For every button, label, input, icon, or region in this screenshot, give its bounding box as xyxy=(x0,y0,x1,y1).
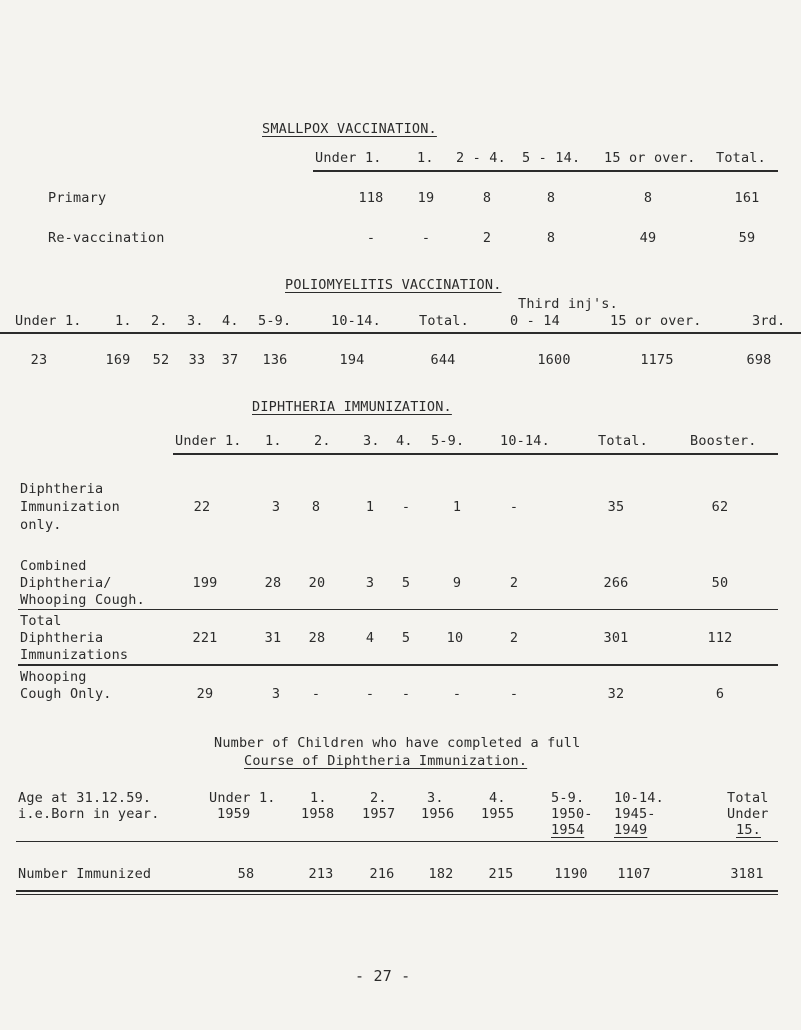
col-4: 4. xyxy=(489,790,506,806)
cell: 23 xyxy=(30,352,48,368)
row-label: Diphtheria/ xyxy=(20,575,112,591)
cell: 169 xyxy=(105,352,131,368)
smallpox-header-2-4: 2 - 4. xyxy=(456,150,506,166)
col-5-9: 5-9. xyxy=(551,790,585,806)
cell: 32 xyxy=(607,686,625,702)
cell: 49 xyxy=(639,230,657,246)
cell: 52 xyxy=(152,352,170,368)
full-course-bottom-rule xyxy=(16,890,778,892)
polio-header-1: 1. xyxy=(115,313,132,329)
smallpox-header-total: Total. xyxy=(716,150,766,166)
row-label: Immunization xyxy=(20,499,120,515)
cell: 35 xyxy=(607,499,625,515)
col-1: 1. xyxy=(310,790,327,806)
row-label: Primary xyxy=(48,190,107,206)
col-5-9-years: 1950- xyxy=(551,806,593,822)
polio-header-under1: Under 1. xyxy=(15,313,82,329)
cell: 2 xyxy=(509,575,519,591)
smallpox-title: SMALLPOX VACCINATION. xyxy=(262,121,437,137)
row-label: Whooping Cough. xyxy=(20,592,145,608)
col-5-9-years-end: 1954 xyxy=(551,822,585,838)
col-10-14-years: 1945- xyxy=(614,806,656,822)
col-2-year: 1957 xyxy=(362,806,396,822)
cell: 221 xyxy=(192,630,218,646)
cell: 8 xyxy=(546,190,556,206)
full-course-title-line2: Course of Diphtheria Immunization. xyxy=(244,753,528,769)
cell: 10 xyxy=(446,630,464,646)
polio-header-2: 2. xyxy=(151,313,168,329)
cell: 62 xyxy=(711,499,729,515)
cell: 58 xyxy=(237,866,255,882)
polio-header-total: Total. xyxy=(419,313,469,329)
row-label: Whooping xyxy=(20,669,87,685)
diph-header-4: 4. xyxy=(396,433,413,449)
cell: 213 xyxy=(308,866,334,882)
cell: 4 xyxy=(365,630,375,646)
col-under1: Under 1. xyxy=(209,790,276,806)
diph-header-rule xyxy=(173,453,778,455)
cell: 1600 xyxy=(537,352,571,368)
number-label: Number Immunized xyxy=(18,866,152,882)
cell: - xyxy=(421,230,431,246)
cell: 301 xyxy=(603,630,629,646)
cell: 20 xyxy=(308,575,326,591)
cell: - xyxy=(509,686,519,702)
cell: 3 xyxy=(271,686,281,702)
col-1-year: 1958 xyxy=(301,806,335,822)
row-label: only. xyxy=(20,517,62,533)
col-total-under: Under xyxy=(727,806,769,822)
smallpox-header-15-over: 15 or over. xyxy=(604,150,696,166)
cell: 1175 xyxy=(640,352,674,368)
cell: 28 xyxy=(264,575,282,591)
cell: 3 xyxy=(365,575,375,591)
diph-header-5-9: 5-9. xyxy=(431,433,465,449)
cell: 644 xyxy=(430,352,456,368)
diph-header-10-14: 10-14. xyxy=(500,433,550,449)
cell: 112 xyxy=(707,630,733,646)
cell: 182 xyxy=(428,866,454,882)
col-2: 2. xyxy=(370,790,387,806)
full-course-header-rule xyxy=(16,841,778,842)
cell: 59 xyxy=(738,230,756,246)
cell: - xyxy=(365,686,375,702)
cell: 9 xyxy=(452,575,462,591)
cell: 31 xyxy=(264,630,282,646)
cell: 118 xyxy=(358,190,384,206)
cell: - xyxy=(401,686,411,702)
row-label: Cough Only. xyxy=(20,686,112,702)
row-label: Immunizations xyxy=(20,647,129,663)
cell: 8 xyxy=(643,190,653,206)
col-4-year: 1955 xyxy=(481,806,515,822)
cell: - xyxy=(401,499,411,515)
row-label: Total xyxy=(20,613,62,629)
diph-header-3: 3. xyxy=(363,433,380,449)
diph-header-2: 2. xyxy=(314,433,331,449)
smallpox-header-rule xyxy=(313,170,778,172)
cell: - xyxy=(366,230,376,246)
polio-header-3rd: 3rd. xyxy=(752,313,786,329)
cell: 1 xyxy=(365,499,375,515)
cell: 266 xyxy=(603,575,629,591)
row-label: Re-vaccination xyxy=(48,230,165,246)
cell: 22 xyxy=(193,499,211,515)
cell: 33 xyxy=(188,352,206,368)
cell: 8 xyxy=(546,230,556,246)
age-label: Age at 31.12.59. xyxy=(18,790,152,806)
polio-header-4: 4. xyxy=(222,313,239,329)
cell: 136 xyxy=(262,352,288,368)
full-course-bottom-rule-2 xyxy=(16,894,778,895)
cell: 8 xyxy=(311,499,321,515)
row-label: Diphtheria xyxy=(20,481,104,497)
row-label: Diphtheria xyxy=(20,630,104,646)
cell: 5 xyxy=(401,575,411,591)
cell: 698 xyxy=(746,352,772,368)
cell: 28 xyxy=(308,630,326,646)
cell: 2 xyxy=(509,630,519,646)
polio-third-injs: Third inj's. xyxy=(518,296,618,312)
cell: - xyxy=(509,499,519,515)
cell: 8 xyxy=(482,190,492,206)
cell: 37 xyxy=(221,352,239,368)
diphtheria-title: DIPHTHERIA IMMUNIZATION. xyxy=(252,399,452,415)
cell: 2 xyxy=(482,230,492,246)
cell: 215 xyxy=(488,866,514,882)
full-course-title-line1: Number of Children who have completed a full xyxy=(214,735,581,751)
col-total-15: 15. xyxy=(736,822,761,838)
cell: 3181 xyxy=(730,866,764,882)
col-10-14: 10-14. xyxy=(614,790,664,806)
cell: 5 xyxy=(401,630,411,646)
cell: 6 xyxy=(715,686,725,702)
cell: 50 xyxy=(711,575,729,591)
polio-header-rule xyxy=(0,332,801,334)
polio-header-15-over: 15 or over. xyxy=(610,313,702,329)
diph-header-booster: Booster. xyxy=(690,433,757,449)
col-10-14-years-end: 1949 xyxy=(614,822,648,838)
polio-header-5-9: 5-9. xyxy=(258,313,292,329)
diph-header-total: Total. xyxy=(598,433,648,449)
cell: 1107 xyxy=(617,866,651,882)
smallpox-header-1: 1. xyxy=(417,150,434,166)
smallpox-header-5-14: 5 - 14. xyxy=(522,150,581,166)
cell: - xyxy=(452,686,462,702)
polio-header-10-14: 10-14. xyxy=(331,313,381,329)
col-3: 3. xyxy=(427,790,444,806)
cell: 1190 xyxy=(554,866,588,882)
born-label: i.e.Born in year. xyxy=(18,806,160,822)
cell: 19 xyxy=(417,190,435,206)
row-label: Combined xyxy=(20,558,87,574)
polio-header-0-14: 0 - 14 xyxy=(510,313,560,329)
diph-header-under1: Under 1. xyxy=(175,433,242,449)
diph-row-rule xyxy=(18,609,778,610)
cell: 199 xyxy=(192,575,218,591)
diph-row-rule xyxy=(18,664,778,666)
page-number: - 27 - xyxy=(355,967,411,985)
polio-title: POLIOMYELITIS VACCINATION. xyxy=(285,277,502,293)
cell: 3 xyxy=(271,499,281,515)
col-total: Total xyxy=(727,790,769,806)
cell: 194 xyxy=(339,352,365,368)
smallpox-header-under1: Under 1. xyxy=(315,150,382,166)
cell: 1 xyxy=(452,499,462,515)
diph-header-1: 1. xyxy=(265,433,282,449)
cell: - xyxy=(311,686,321,702)
cell: 216 xyxy=(369,866,395,882)
polio-header-3: 3. xyxy=(187,313,204,329)
cell: 29 xyxy=(196,686,214,702)
cell: 161 xyxy=(734,190,760,206)
col-under1-year: 1959 xyxy=(217,806,251,822)
col-3-year: 1956 xyxy=(421,806,455,822)
